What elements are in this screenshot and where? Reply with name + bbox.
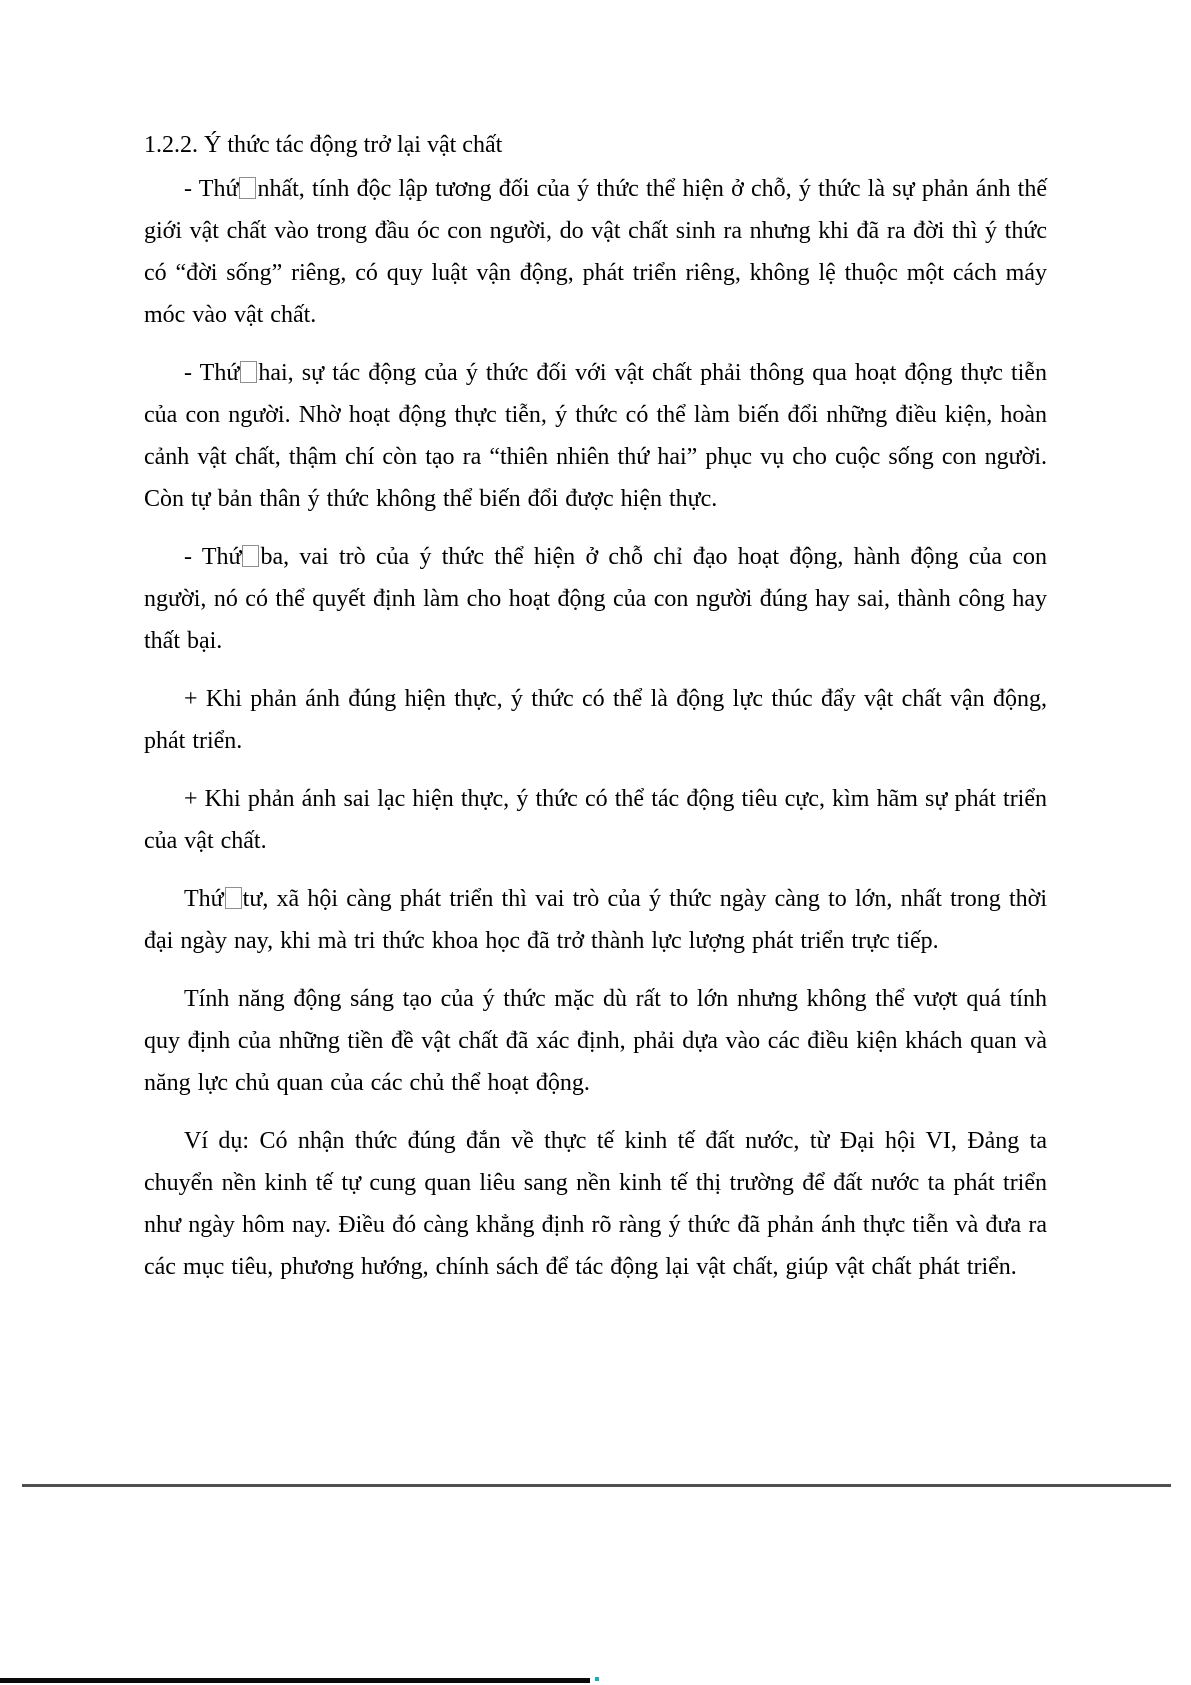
bottom-black-bar: [0, 1678, 590, 1683]
document-content: [144, 124, 1047, 1304]
paragraph: - Thứ nhất, tính độc lập tương đối của ý thức thể hiện ở chỗ, ý thức là sự phản ánh thế giới vật chất vào trong đầu óc con người, do vật chất sinh ra nhưng khi đã ra đời thì ý thức có “đời sống” riêng, có quy luật vận động, phát triển riêng, không lệ thuộc một cách máy móc vào vật chất.: [144, 176, 1048, 328]
paragraph: + Khi phản ánh sai lạc hiện thực, ý thức có thể tác động tiêu cực, kìm hãm sự phát triển của vật chất.: [144, 786, 1047, 854]
section-heading: 1.2.2. Ý thức tác động trở lại vật chất: [144, 132, 503, 158]
missing-glyph-box: [225, 887, 242, 909]
paragraph: Ví dụ: Có nhận thức đúng đắn về thực tế kinh tế đất nước, từ Đại hội VI, Đảng ta chuyển nền kinh tế tự cung quan liêu sang nền kinh tế thị trường để đất nước ta phát triển như ngày hôm nay. Điều đó càng khẳng định rõ ràng ý thức đã phản ánh thực tiễn và đưa ra các mục tiêu, phương hướng, chính sách để tác động lại vật chất, giúp vật chất phát triển.: [144, 1128, 1047, 1280]
paragraph: - Thứ ba, vai trò của ý thức thể hiện ở chỗ chỉ đạo hoạt động, hành động của con người, nó có thể quyết định làm cho hoạt động của con người đúng hay sai, thành công hay thất bại.: [144, 544, 1047, 654]
paragraph: - Thứ hai, sự tác động của ý thức đối với vật chất phải thông qua hoạt động thực tiễn của con người. Nhờ hoạt động thực tiễn, ý thức có thể làm biến đổi những điều kiện, hoàn cảnh vật chất, thậm chí còn tạo ra “thiên nhiên thứ hai” phục vụ cho cuộc sống con người. Còn tự bản thân ý thức không thể biến đổi được hiện thực.: [144, 360, 1048, 512]
paragraph: + Khi phản ánh đúng hiện thực, ý thức có thể là động lực thúc đẩy vật chất vận động, phát triển.: [144, 686, 1047, 754]
paragraph: Thứ tư, xã hội càng phát triển thì vai trò của ý thức ngày càng to lớn, nhất trong thời đại ngày nay, khi mà tri thức khoa học đã trở thành lực lượng phát triển trực tiếp.: [144, 886, 1047, 954]
teal-dot: [595, 1677, 599, 1681]
paragraph-container: [144, 168, 1047, 1288]
missing-glyph-box: [239, 177, 256, 199]
page-divider-line: [22, 1484, 1171, 1487]
missing-glyph-box: [240, 361, 257, 383]
paragraph: Tính năng động sáng tạo của ý thức mặc dù rất to lớn nhưng không thể vượt quá tính quy định của những tiền đề vật chất đã xác định, phải dựa vào các điều kiện khách quan và năng lực chủ quan của các chủ thể hoạt động.: [144, 986, 1047, 1096]
missing-glyph-box: [242, 545, 259, 567]
